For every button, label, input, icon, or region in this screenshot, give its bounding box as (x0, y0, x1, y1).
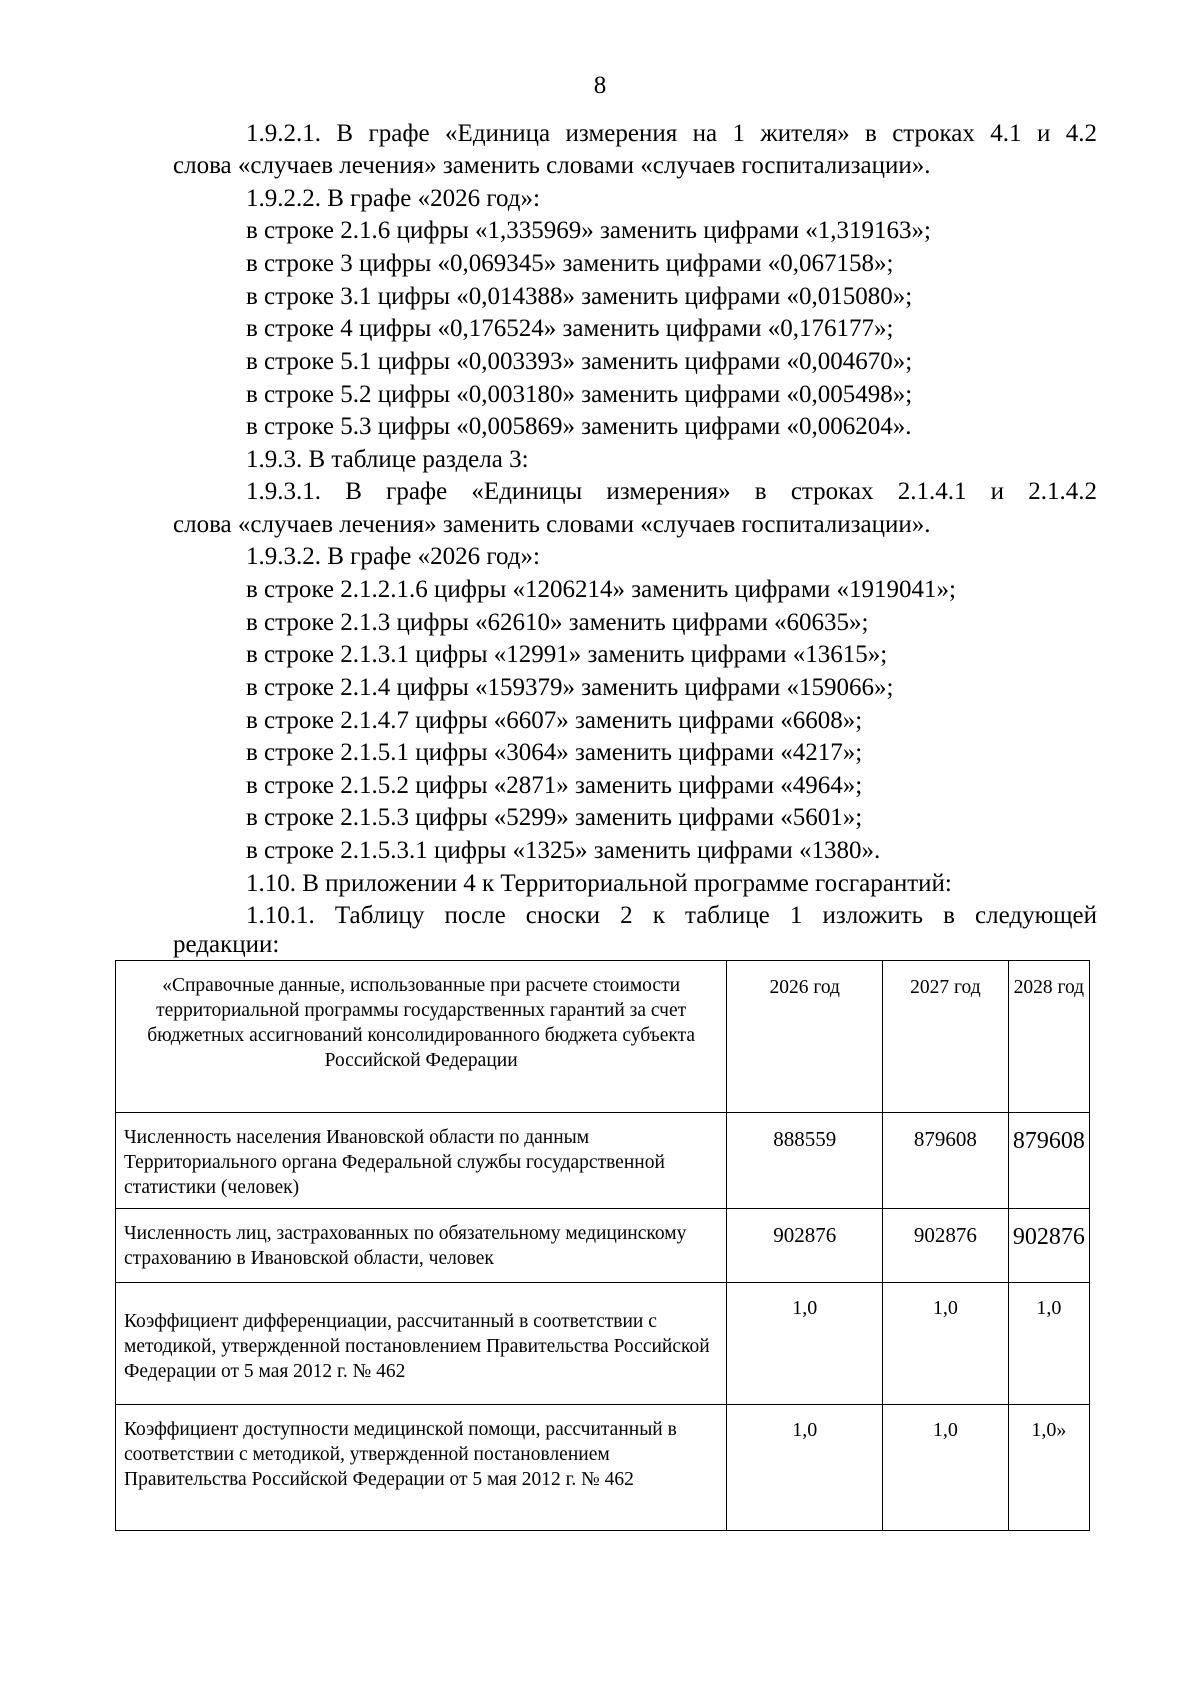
table-cell-value: 902876 (727, 1209, 883, 1283)
table-cell-value: 902876 (1008, 1209, 1089, 1283)
paragraph-1-10: 1.10. В приложении 4 к Территориальной программе госгарантий: (246, 870, 952, 897)
list-item: в строке 2.1.6 цифры «1,335969» заменить цифрами «1,319163»; (246, 217, 931, 244)
table-row-label: Численность лиц, застрахованных по обязательному медицинскому страхованию в Ивановской области, человек (116, 1209, 727, 1283)
paragraph-1-9-2-1-cont: слова «случаев лечения» заменить словами «случаев госпитализации». (173, 152, 931, 179)
list-item: в строке 5.2 цифры «0,003180» заменить цифрами «0,005498»; (246, 381, 913, 408)
table-row (116, 1405, 1090, 1531)
table-row (116, 1209, 1090, 1283)
list-item: в строке 2.1.4 цифры «159379» заменить цифрами «159066»; (246, 674, 894, 701)
table-cell-value: 879608 (883, 1113, 1009, 1209)
page-number: 8 (593, 72, 607, 99)
table-cell-value: 1,0» (1008, 1405, 1089, 1531)
list-item: в строке 2.1.3 цифры «62610» заменить цифрами «60635»; (246, 609, 869, 636)
paragraph-1-9-2-2: 1.9.2.2. В графе «2026 год»: (246, 185, 540, 212)
table-cell-value: 888559 (727, 1113, 883, 1209)
table-header-year: 2027 год (883, 961, 1009, 1113)
table-header-year: 2028 год (1008, 961, 1089, 1113)
reference-data-table (115, 960, 1090, 1531)
list-item: в строке 2.1.5.3 цифры «5299» заменить цифрами «5601»; (246, 804, 863, 831)
list-item: в строке 5.1 цифры «0,003393» заменить цифрами «0,004670»; (246, 348, 913, 375)
list-item: в строке 2.1.5.1 цифры «3064» заменить цифрами «4217»; (246, 739, 863, 766)
list-item: в строке 2.1.5.3.1 цифры «1325» заменить цифрами «1380». (246, 837, 881, 864)
table-row-label: Коэффициент дифференциации, рассчитанный в соответствии с методикой, утвержденной постановлением Правительства Российской Федерации от 5 мая 2012 г. № 462 (116, 1283, 727, 1405)
list-item: в строке 5.3 цифры «0,005869» заменить цифрами «0,006204». (246, 413, 912, 440)
table-cell-value: 1,0 (883, 1283, 1009, 1405)
table-row (116, 1113, 1090, 1209)
table-cell-value: 1,0 (727, 1283, 883, 1405)
table-row-label: Коэффициент доступности медицинской помощи, рассчитанный в соответствии с методикой, утвержденной постановлением Правительства Российской Федерации от 5 мая 2012 г. № 462 (116, 1405, 727, 1531)
paragraph-1-9-3-1: 1.9.3.1. В графе «Единицы измерения» в строках 2.1.4.1 и 2.1.4.2 (246, 478, 1097, 505)
paragraph-1-9-2-1: 1.9.2.1. В графе «Единица измерения на 1 жителя» в строках 4.1 и 4.2 (246, 120, 1097, 147)
table-cell-value: 1,0 (883, 1405, 1009, 1531)
table-cell-value: 879608 (1008, 1113, 1089, 1209)
list-item: в строке 2.1.5.2 цифры «2871» заменить цифрами «4964»; (246, 772, 863, 799)
table-row (116, 1283, 1090, 1405)
table-header-label: «Справочные данные, использованные при расчете стоимости территориальной программы государственных гарантий за счет бюджетных ассигнований консолидированного бюджета субъекта Российской Федерации (116, 961, 727, 1113)
list-item: в строке 3.1 цифры «0,014388» заменить цифрами «0,015080»; (246, 283, 913, 310)
paragraph-1-9-3-2: 1.9.3.2. В графе «2026 год»: (246, 543, 540, 570)
list-item: в строке 2.1.4.7 цифры «6607» заменить цифрами «6608»; (246, 707, 863, 734)
list-item: в строке 2.1.3.1 цифры «12991» заменить цифрами «13615»; (246, 641, 888, 668)
paragraph-1-9-3-1-cont: слова «случаев лечения» заменить словами «случаев госпитализации». (173, 511, 931, 538)
list-item: в строке 2.1.2.1.6 цифры «1206214» заменить цифрами «1919041»; (246, 576, 956, 603)
paragraph-1-9-3: 1.9.3. В таблице раздела 3: (246, 446, 529, 473)
table-header-row (116, 961, 1090, 1113)
paragraph-1-10-1: 1.10.1. Таблицу после сноски 2 к таблице 1 изложить в следующей (246, 902, 1097, 929)
table-cell-value: 1,0 (727, 1405, 883, 1531)
table-cell-value: 902876 (883, 1209, 1009, 1283)
paragraph-1-10-1-cont: редакции: (173, 931, 280, 958)
table-row-label: Численность населения Ивановской области по данным Территориального органа Федеральной службы государственной статистики (человек) (116, 1113, 727, 1209)
list-item: в строке 3 цифры «0,069345» заменить цифрами «0,067158»; (246, 250, 894, 277)
table-header-year: 2026 год (727, 961, 883, 1113)
table-cell-value: 1,0 (1008, 1283, 1089, 1405)
list-item: в строке 4 цифры «0,176524» заменить цифрами «0,176177»; (246, 315, 894, 342)
